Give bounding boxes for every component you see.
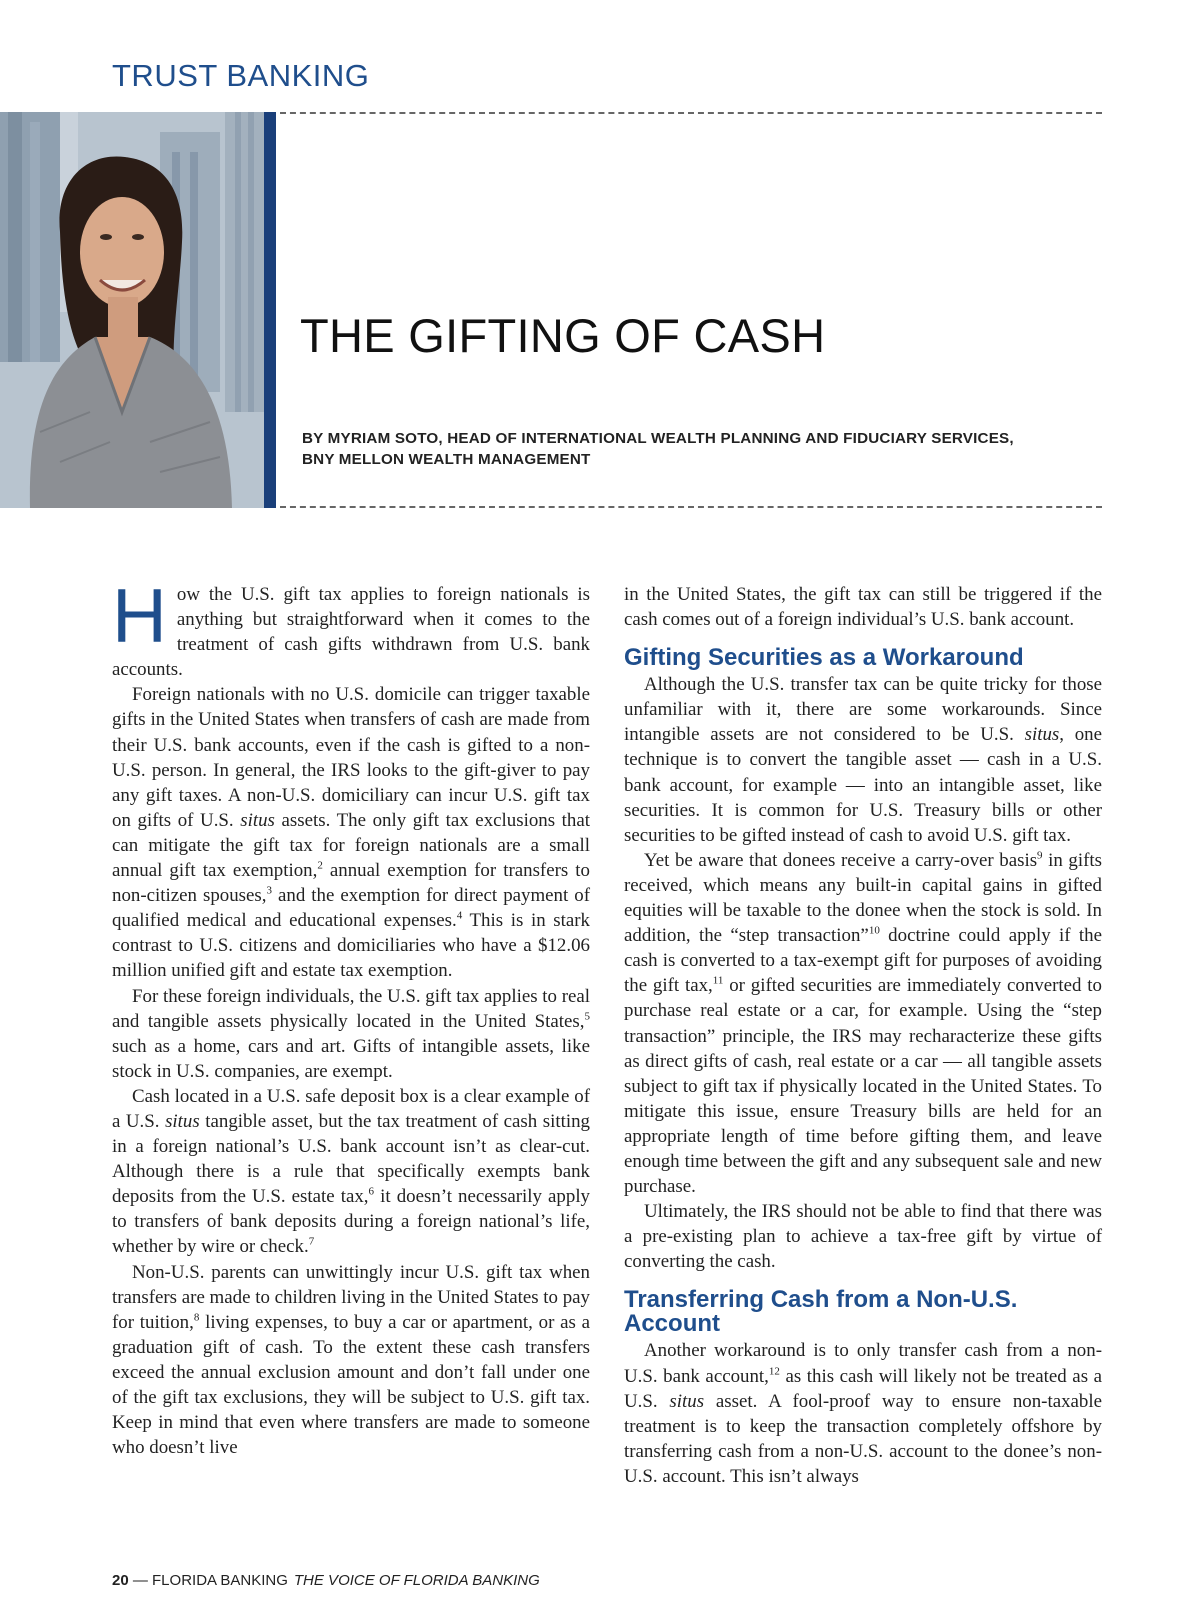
intro-paragraph: How the U.S. gift tax applies to foreign nationals is anything but straightforward when it comes to the treatment of cash gifts withdrawn from U.S. bank accounts. — [112, 574, 590, 681]
subheading-transferring-cash: Transferring Cash from a Non-U.S. Account — [624, 1286, 1018, 1338]
paragraph: Ultimately, the IRS should not be able to find that there was a pre-existing plan to achieve a tax-free gift by virtue of converting the cash. — [624, 1201, 1102, 1273]
author-photo — [0, 112, 264, 508]
paragraph: Although the U.S. transfer tax can be quite tricky for those unfamiliar with it, there are some workarounds. Since intangible assets are not considered to be U.S. situs, one technique is to convert the tangible asset — cash in a U.S. bank account, for example — into an intangible asset, like securities. It is common for U.S. Treasury bills or other securities to be gifted instead of cash to avoid U.S. gift tax. — [624, 674, 1102, 846]
accent-bar — [264, 112, 276, 508]
right-column — [624, 582, 1102, 1489]
footnote-ref: 3 — [266, 884, 272, 897]
byline-line-2: BNY MELLON WEALTH MANAGEMENT — [302, 451, 591, 468]
footnote-ref: 7 — [308, 1236, 315, 1249]
byline-line-1: BY MYRIAM SOTO, HEAD OF INTERNATIONAL WEALTH PLANNING AND FIDUCIARY SERVICES, — [302, 430, 1014, 447]
footnote-ref: 11 — [712, 975, 724, 988]
footnote-ref: 5 — [584, 1010, 590, 1023]
footnote-ref: 2 — [317, 859, 323, 872]
paragraph: Yet be aware that donees receive a carry-over basis$^9$ in gifts received, which means any built-in capital gains in gifted equities will be taxable to the donee when the stock is sold. In addition, the “step transaction”$^{10}$ doctrine could apply if the cash is converted to a tax-exempt gift for purposes of avoiding the gift tax,$^{11}$ or gifted securities are immediately converted to purchase real estate or a car, for example. Using the “step transaction” principle, the IRS may recharacterize these gifts as direct gifts of cash, real estate or a car — all tangible assets subject to gift tax if physically located in the United States. To mitigate this issue, ensure Treasury bills are held for an appropriate length of time before gifting them, and leave enough time between the gift and any subsequent sale and new purchase. — [624, 849, 1102, 1198]
bottom-divider — [280, 506, 1102, 508]
section-label: TRUST BANKING — [112, 58, 370, 93]
footnote-ref: 8 — [193, 1311, 200, 1324]
subheading-gifting-securities: Gifting Securities as a Workaround — [624, 644, 1024, 672]
publication-name: — FLORIDA BANKING — [128, 1572, 288, 1589]
footnote-ref: 12 — [768, 1365, 780, 1378]
paragraph: Another workaround is to only transfer cash from a non-U.S. bank account,$^{12}$ as this cash will likely not be treated as a U.S. situs asset. A fool-proof way to ensure non-taxable treatment is to keep the transaction completely offshore by transferring cash from a non-U.S. account to the donee’s non-U.S. account. This isn’t always — [624, 1340, 1102, 1487]
left-column — [112, 574, 591, 1460]
paragraph: in the United States, the gift tax can still be triggered if the cash comes out of a foreign individual’s U.S. bank account. — [624, 584, 1102, 631]
byline — [302, 428, 1082, 470]
paragraph: Cash located in a U.S. safe deposit box is a clear example of a U.S. situs tangible asset, but the tax treatment of cash sitting in a foreign national’s U.S. bank account isn’t as clear-cut. Although there is a rule that specifically exempts bank deposits from the U.S. estate tax,$^6$ it doesn’t necessarily apply to transfers of bank deposits during a foreign national’s life, whether by wire or check.$^7$ — [112, 1085, 591, 1258]
publication-tagline: THE VOICE OF FLORIDA BANKING — [293, 1572, 540, 1589]
page-footer — [112, 1572, 540, 1589]
article-title: THE GIFTING OF CASH — [300, 309, 826, 362]
footnote-ref: 10 — [868, 924, 880, 937]
footnote-ref: 9 — [1037, 849, 1043, 862]
paragraph: Non-U.S. parents can unwittingly incur U.S. gift tax when transfers are made to children living in the United States to pay for tuition,$^8$ living expenses, to buy a car or apartment, or as a graduation gift of cash. To the extent these cash transfers exceed the annual exclusion amount and don’t fall under one of the gift tax exclusions, they will be subject to U.S. gift tax. Keep in mind that even where transfers are made to someone who doesn’t live — [112, 1261, 590, 1459]
top-divider — [280, 112, 1102, 114]
paragraph: For these foreign individuals, the U.S. gift tax applies to real and tangible assets physically located in the United States,$^5$ such as a home, cars and art. Gifts of intangible assets, like stock in U.S. companies, are exempt. — [112, 985, 591, 1082]
page-number: 20 — [112, 1572, 129, 1589]
drop-cap: H — [112, 574, 167, 659]
footnote-ref: 6 — [368, 1185, 375, 1198]
paragraph: Foreign nationals with no U.S. domicile can trigger taxable gifts in the United States when transfers of cash are made from their U.S. bank accounts, even if the cash is gifted to a non-U.S. person. In general, the IRS looks to the gift-giver to pay any gift taxes. A non-U.S. domiciliary can incur U.S. gift tax on gifts of U.S. situs assets. The only gift tax exclusions that can mitigate the gift tax for foreign nationals are a small annual gift tax exemption,$^2$ annual exemption for transfers to non-citizen spouses,$^3$ and the exemption for direct payment of qualified medical and educational expenses.$^4$ This is in stark contrast to U.S. citizens and domiciliaries who have a $12.06 million unified gift and estate tax exemption. — [112, 684, 591, 982]
footnote-ref: 4 — [456, 909, 463, 922]
